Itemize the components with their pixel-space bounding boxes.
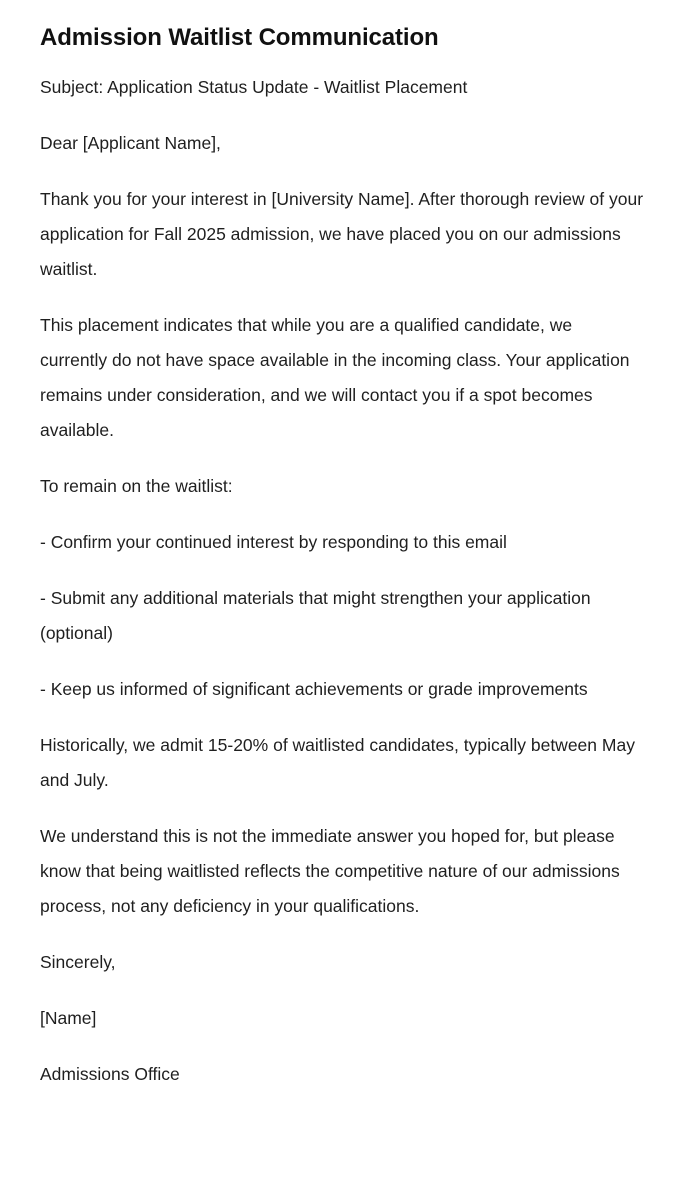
paragraph-statistics: Historically, we admit 15-20% of waitlisted candidates, typically between May and July. xyxy=(40,735,640,790)
list-item: - Submit any additional materials that might strengthen your application (optional) xyxy=(40,588,596,643)
paragraph-salutation: Dear [Applicant Name], xyxy=(40,133,221,153)
paragraph-signer-name: [Name] xyxy=(40,1008,97,1028)
paragraph-list-intro: To remain on the waitlist: xyxy=(40,476,233,496)
paragraph-explanation: This placement indicates that while you are a qualified candidate, we currently do not have space available in the incoming class. Your application remains under consideration, and we will contact you if a spot becomes available. xyxy=(40,315,635,440)
list-item: - Keep us informed of significant achievements or grade improvements xyxy=(40,679,588,699)
paragraph-intro: Thank you for your interest in [University Name]. After thorough review of your application for Fall 2025 admission, we have placed you on our admissions waitlist. xyxy=(40,189,648,279)
paragraph-subject: Subject: Application Status Update - Waitlist Placement xyxy=(40,77,468,97)
list-item: - Confirm your continued interest by responding to this email xyxy=(40,532,507,552)
paragraph-empathy: We understand this is not the immediate answer you hoped for, but please know that being waitlisted reflects the competitive nature of our admissions process, not any deficiency in your qualifications. xyxy=(40,826,625,916)
paragraph-signer-org: Admissions Office xyxy=(40,1064,180,1084)
document-body xyxy=(40,70,660,1092)
page-title: Admission Waitlist Communication xyxy=(40,24,439,51)
paragraph-closing: Sincerely, xyxy=(40,952,116,972)
